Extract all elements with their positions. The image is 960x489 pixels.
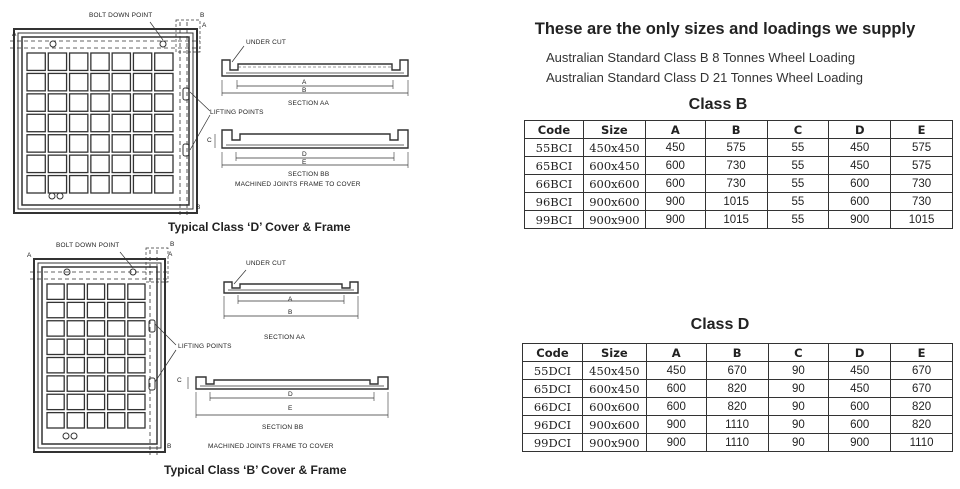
grid-cell [155, 73, 173, 90]
table-cell-c: 55 [767, 175, 829, 193]
table-cell-code: 55DCI [523, 362, 583, 380]
grid-cell [112, 176, 130, 193]
table-row [525, 139, 953, 157]
table-row [523, 362, 953, 380]
table-cell-d: 450 [829, 362, 891, 380]
table-cell-a: 900 [646, 416, 706, 434]
grid-cell [47, 358, 64, 373]
bottom-section-aa-label: SECTION AA [264, 334, 306, 341]
top-machined-joints-label: MACHINED JOINTS FRAME TO COVER [235, 181, 361, 188]
column-header-size: Size [582, 344, 646, 362]
grid-cell [133, 135, 151, 152]
table-cell-e: 730 [891, 193, 953, 211]
table-cell-b: 730 [705, 175, 767, 193]
grid-cell [87, 376, 104, 391]
table-cell-e: 670 [891, 362, 953, 380]
grid-cell [155, 155, 173, 172]
grid-cell [70, 73, 88, 90]
grid-cell [48, 53, 66, 70]
column-header-c: C [767, 121, 829, 139]
top-section-bb-label: SECTION BB [288, 171, 330, 178]
table-cell-size: 600x600 [583, 175, 645, 193]
table-cell-c: 90 [768, 380, 829, 398]
column-header-d: D [829, 344, 891, 362]
grid-cell [128, 358, 145, 373]
grid-cell [133, 53, 151, 70]
table-cell-a: 600 [645, 175, 705, 193]
table-cell-b: 575 [705, 139, 767, 157]
column-header-b: B [706, 344, 768, 362]
grid-cell [112, 53, 130, 70]
grid-cell [47, 302, 64, 317]
bottom-section-b-top: B [170, 241, 175, 248]
grid-cell [67, 321, 84, 336]
grid-cell [47, 321, 64, 336]
grid-cell [155, 114, 173, 131]
table-cell-size: 450x450 [583, 139, 645, 157]
table-cell-code: 99BCI [525, 211, 584, 229]
table-cell-size: 450x450 [582, 362, 646, 380]
table-cell-a: 600 [645, 157, 705, 175]
table-cell-size: 900x600 [582, 416, 646, 434]
grid-cell [155, 94, 173, 111]
table-cell-e: 820 [891, 416, 953, 434]
grid-cell [48, 176, 66, 193]
grid-cell [47, 376, 64, 391]
grid-cell [128, 413, 145, 428]
bottom-dim-c: C [177, 377, 182, 384]
table-cell-b: 820 [706, 398, 768, 416]
table-cell-b: 730 [705, 157, 767, 175]
column-header-code: Code [523, 344, 583, 362]
grid-cell [67, 358, 84, 373]
class-b-table [524, 120, 953, 229]
grid-cell [112, 155, 130, 172]
top-section-a-left: A [12, 31, 17, 38]
grid-cell [112, 73, 130, 90]
table-cell-c: 90 [768, 434, 829, 452]
table-cell-a: 900 [645, 193, 705, 211]
grid-cell [70, 176, 88, 193]
column-header-e: E [891, 121, 953, 139]
grid-cell [87, 358, 104, 373]
grid-cell [108, 358, 125, 373]
table-cell-d: 450 [829, 157, 891, 175]
grid-cell [47, 339, 64, 354]
grid-cell [91, 155, 109, 172]
grid-cell [27, 176, 45, 193]
bottom-under-cut-label: UNDER CUT [246, 260, 287, 267]
grid-cell [91, 94, 109, 111]
bottom-section-a-left: A [27, 252, 32, 259]
table-cell-b: 1110 [706, 416, 768, 434]
column-header-size: Size [583, 121, 645, 139]
table-row [525, 157, 953, 175]
table-row [525, 211, 953, 229]
table-cell-a: 600 [646, 380, 706, 398]
table-row [525, 193, 953, 211]
grid-cell [91, 176, 109, 193]
grid-cell [108, 302, 125, 317]
grid-cell [91, 53, 109, 70]
grid-cell [133, 155, 151, 172]
column-header-d: D [829, 121, 891, 139]
class-d-table [522, 343, 953, 452]
grid-cell [67, 413, 84, 428]
table-header-row [525, 121, 953, 139]
table-cell-c: 90 [768, 362, 829, 380]
grid-cell [48, 73, 66, 90]
table-cell-e: 820 [891, 398, 953, 416]
grid-cell [47, 284, 64, 299]
top-dim-a: A [302, 79, 307, 86]
top-section-bb [215, 130, 408, 168]
grid-cell [91, 114, 109, 131]
table-cell-e: 575 [891, 157, 953, 175]
table-row [523, 398, 953, 416]
table-header-row [523, 344, 953, 362]
grid-cell [67, 302, 84, 317]
grid-cell [47, 413, 64, 428]
table-cell-d: 450 [829, 380, 891, 398]
table-cell-c: 55 [767, 157, 829, 175]
bottom-lifting-points-label: LIFTING POINTS [178, 343, 232, 350]
top-section-b-bottom: B [196, 204, 201, 211]
top-under-cut-label: UNDER CUT [246, 39, 287, 46]
bottom-drawing-caption: Typical Class ‘B’ Cover & Frame [164, 463, 347, 477]
table-cell-b: 1015 [705, 193, 767, 211]
table-cell-b: 670 [706, 362, 768, 380]
top-dim-d: D [302, 151, 307, 158]
bottom-dim-e: E [288, 405, 293, 412]
top-dim-e: E [302, 159, 307, 166]
table-cell-code: 96DCI [523, 416, 583, 434]
bottom-machined-joints-label: MACHINED JOINTS FRAME TO COVER [208, 443, 334, 450]
table-row [523, 434, 953, 452]
bottom-dim-d: D [288, 391, 293, 398]
grid-cell [87, 321, 104, 336]
table-cell-c: 90 [768, 416, 829, 434]
grid-cell [27, 94, 45, 111]
grid-cell [133, 114, 151, 131]
bottom-section-bb-label: SECTION BB [262, 424, 304, 431]
grid-cell [70, 114, 88, 131]
table-cell-d: 600 [829, 398, 891, 416]
page-heading: These are the only sizes and loadings we supply [534, 20, 916, 38]
top-drawing-caption: Typical Class ‘D’ Cover & Frame [168, 220, 351, 234]
table-row [523, 416, 953, 434]
grid-cell [108, 376, 125, 391]
grid-cell [70, 53, 88, 70]
grid-cell [87, 302, 104, 317]
table-cell-size: 600x600 [582, 398, 646, 416]
grid-cell [27, 53, 45, 70]
top-plan-view [10, 20, 210, 215]
table-cell-e: 1015 [891, 211, 953, 229]
table-cell-code: 66DCI [523, 398, 583, 416]
top-section-aa [222, 46, 408, 96]
grid-cell [155, 176, 173, 193]
grid-cell [133, 176, 151, 193]
bottom-section-b-bottom: B [167, 443, 172, 450]
column-header-e: E [891, 344, 953, 362]
grid-cell [112, 135, 130, 152]
grid-cell [67, 284, 84, 299]
top-dim-c: C [207, 137, 212, 144]
grid-cell [108, 284, 125, 299]
grid-cell [48, 155, 66, 172]
class-b-title: Class B [688, 96, 748, 113]
table-cell-code: 66BCI [525, 175, 584, 193]
grid-cell [27, 73, 45, 90]
top-dim-b: B [302, 87, 307, 94]
grid-cell [48, 135, 66, 152]
grid-cell [70, 155, 88, 172]
grid-cell [70, 94, 88, 111]
column-header-code: Code [525, 121, 584, 139]
grid-cell [133, 94, 151, 111]
column-header-b: B [705, 121, 767, 139]
table-cell-d: 900 [829, 211, 891, 229]
bottom-dim-b: B [288, 309, 293, 316]
table-row [525, 175, 953, 193]
grid-cell [112, 94, 130, 111]
bottom-bolt-down-label: BOLT DOWN POINT [56, 242, 120, 249]
table-cell-code: 65BCI [525, 157, 584, 175]
top-lifting-points-label: LIFTING POINTS [210, 109, 264, 116]
class-b-loading-line: Australian Standard Class B 8 Tonnes Wheel Loading [546, 50, 856, 65]
table-cell-a: 900 [645, 211, 705, 229]
grid-cell [70, 135, 88, 152]
grid-cell [27, 135, 45, 152]
grid-cell [133, 73, 151, 90]
table-cell-a: 900 [646, 434, 706, 452]
table-cell-d: 450 [829, 139, 891, 157]
bottom-plan-view [30, 248, 176, 455]
table-cell-b: 820 [706, 380, 768, 398]
grid-cell [128, 321, 145, 336]
grid-cell [91, 135, 109, 152]
grid-cell [87, 413, 104, 428]
grid-cell [128, 376, 145, 391]
grid-cell [27, 114, 45, 131]
grid-cell [48, 114, 66, 131]
table-cell-a: 600 [646, 398, 706, 416]
table-cell-e: 670 [891, 380, 953, 398]
table-cell-b: 1110 [706, 434, 768, 452]
class-d-loading-line: Australian Standard Class D 21 Tonnes Wheel Loading [546, 70, 864, 85]
grid-cell [155, 135, 173, 152]
table-row [523, 380, 953, 398]
table-cell-code: 96BCI [525, 193, 584, 211]
grid-cell [155, 53, 173, 70]
grid-cell [108, 321, 125, 336]
grid-cell [128, 284, 145, 299]
table-cell-d: 600 [829, 416, 891, 434]
table-cell-a: 450 [645, 139, 705, 157]
top-bolt-down-label: BOLT DOWN POINT [89, 12, 153, 19]
grid-cell [87, 394, 104, 409]
grid-cell [48, 94, 66, 111]
column-header-c: C [768, 344, 829, 362]
column-header-a: A [646, 344, 706, 362]
grid-cell [67, 376, 84, 391]
table-cell-c: 55 [767, 139, 829, 157]
table-cell-size: 600x450 [583, 157, 645, 175]
grid-cell [87, 284, 104, 299]
class-d-title: Class D [690, 316, 750, 333]
grid-cell [128, 302, 145, 317]
column-header-a: A [645, 121, 705, 139]
table-cell-c: 90 [768, 398, 829, 416]
grid-cell [67, 339, 84, 354]
table-cell-b: 1015 [705, 211, 767, 229]
bottom-dim-a: A [288, 296, 293, 303]
table-cell-size: 900x900 [583, 211, 645, 229]
top-section-b-top: B [200, 12, 205, 19]
grid-cell [108, 339, 125, 354]
table-cell-code: 55BCI [525, 139, 584, 157]
grid-cell [128, 339, 145, 354]
grid-cell [27, 155, 45, 172]
grid-cell [128, 394, 145, 409]
table-cell-code: 65DCI [523, 380, 583, 398]
grid-cell [67, 394, 84, 409]
table-cell-c: 55 [767, 211, 829, 229]
grid-cell [108, 394, 125, 409]
top-section-a-right: A [202, 22, 207, 29]
table-cell-size: 600x450 [582, 380, 646, 398]
table-cell-d: 900 [829, 434, 891, 452]
grid-cell [112, 114, 130, 131]
grid-cell [47, 394, 64, 409]
grid-cell [91, 73, 109, 90]
bottom-section-a-right: A [168, 251, 173, 258]
table-cell-e: 1110 [891, 434, 953, 452]
table-cell-e: 730 [891, 175, 953, 193]
grid-cell [108, 413, 125, 428]
table-cell-size: 900x600 [583, 193, 645, 211]
table-cell-c: 55 [767, 193, 829, 211]
top-section-aa-label: SECTION AA [288, 100, 330, 107]
table-cell-size: 900x900 [582, 434, 646, 452]
table-cell-code: 99DCI [523, 434, 583, 452]
table-cell-a: 450 [646, 362, 706, 380]
grid-cell [87, 339, 104, 354]
table-cell-e: 575 [891, 139, 953, 157]
table-cell-d: 600 [829, 193, 891, 211]
table-cell-d: 600 [829, 175, 891, 193]
